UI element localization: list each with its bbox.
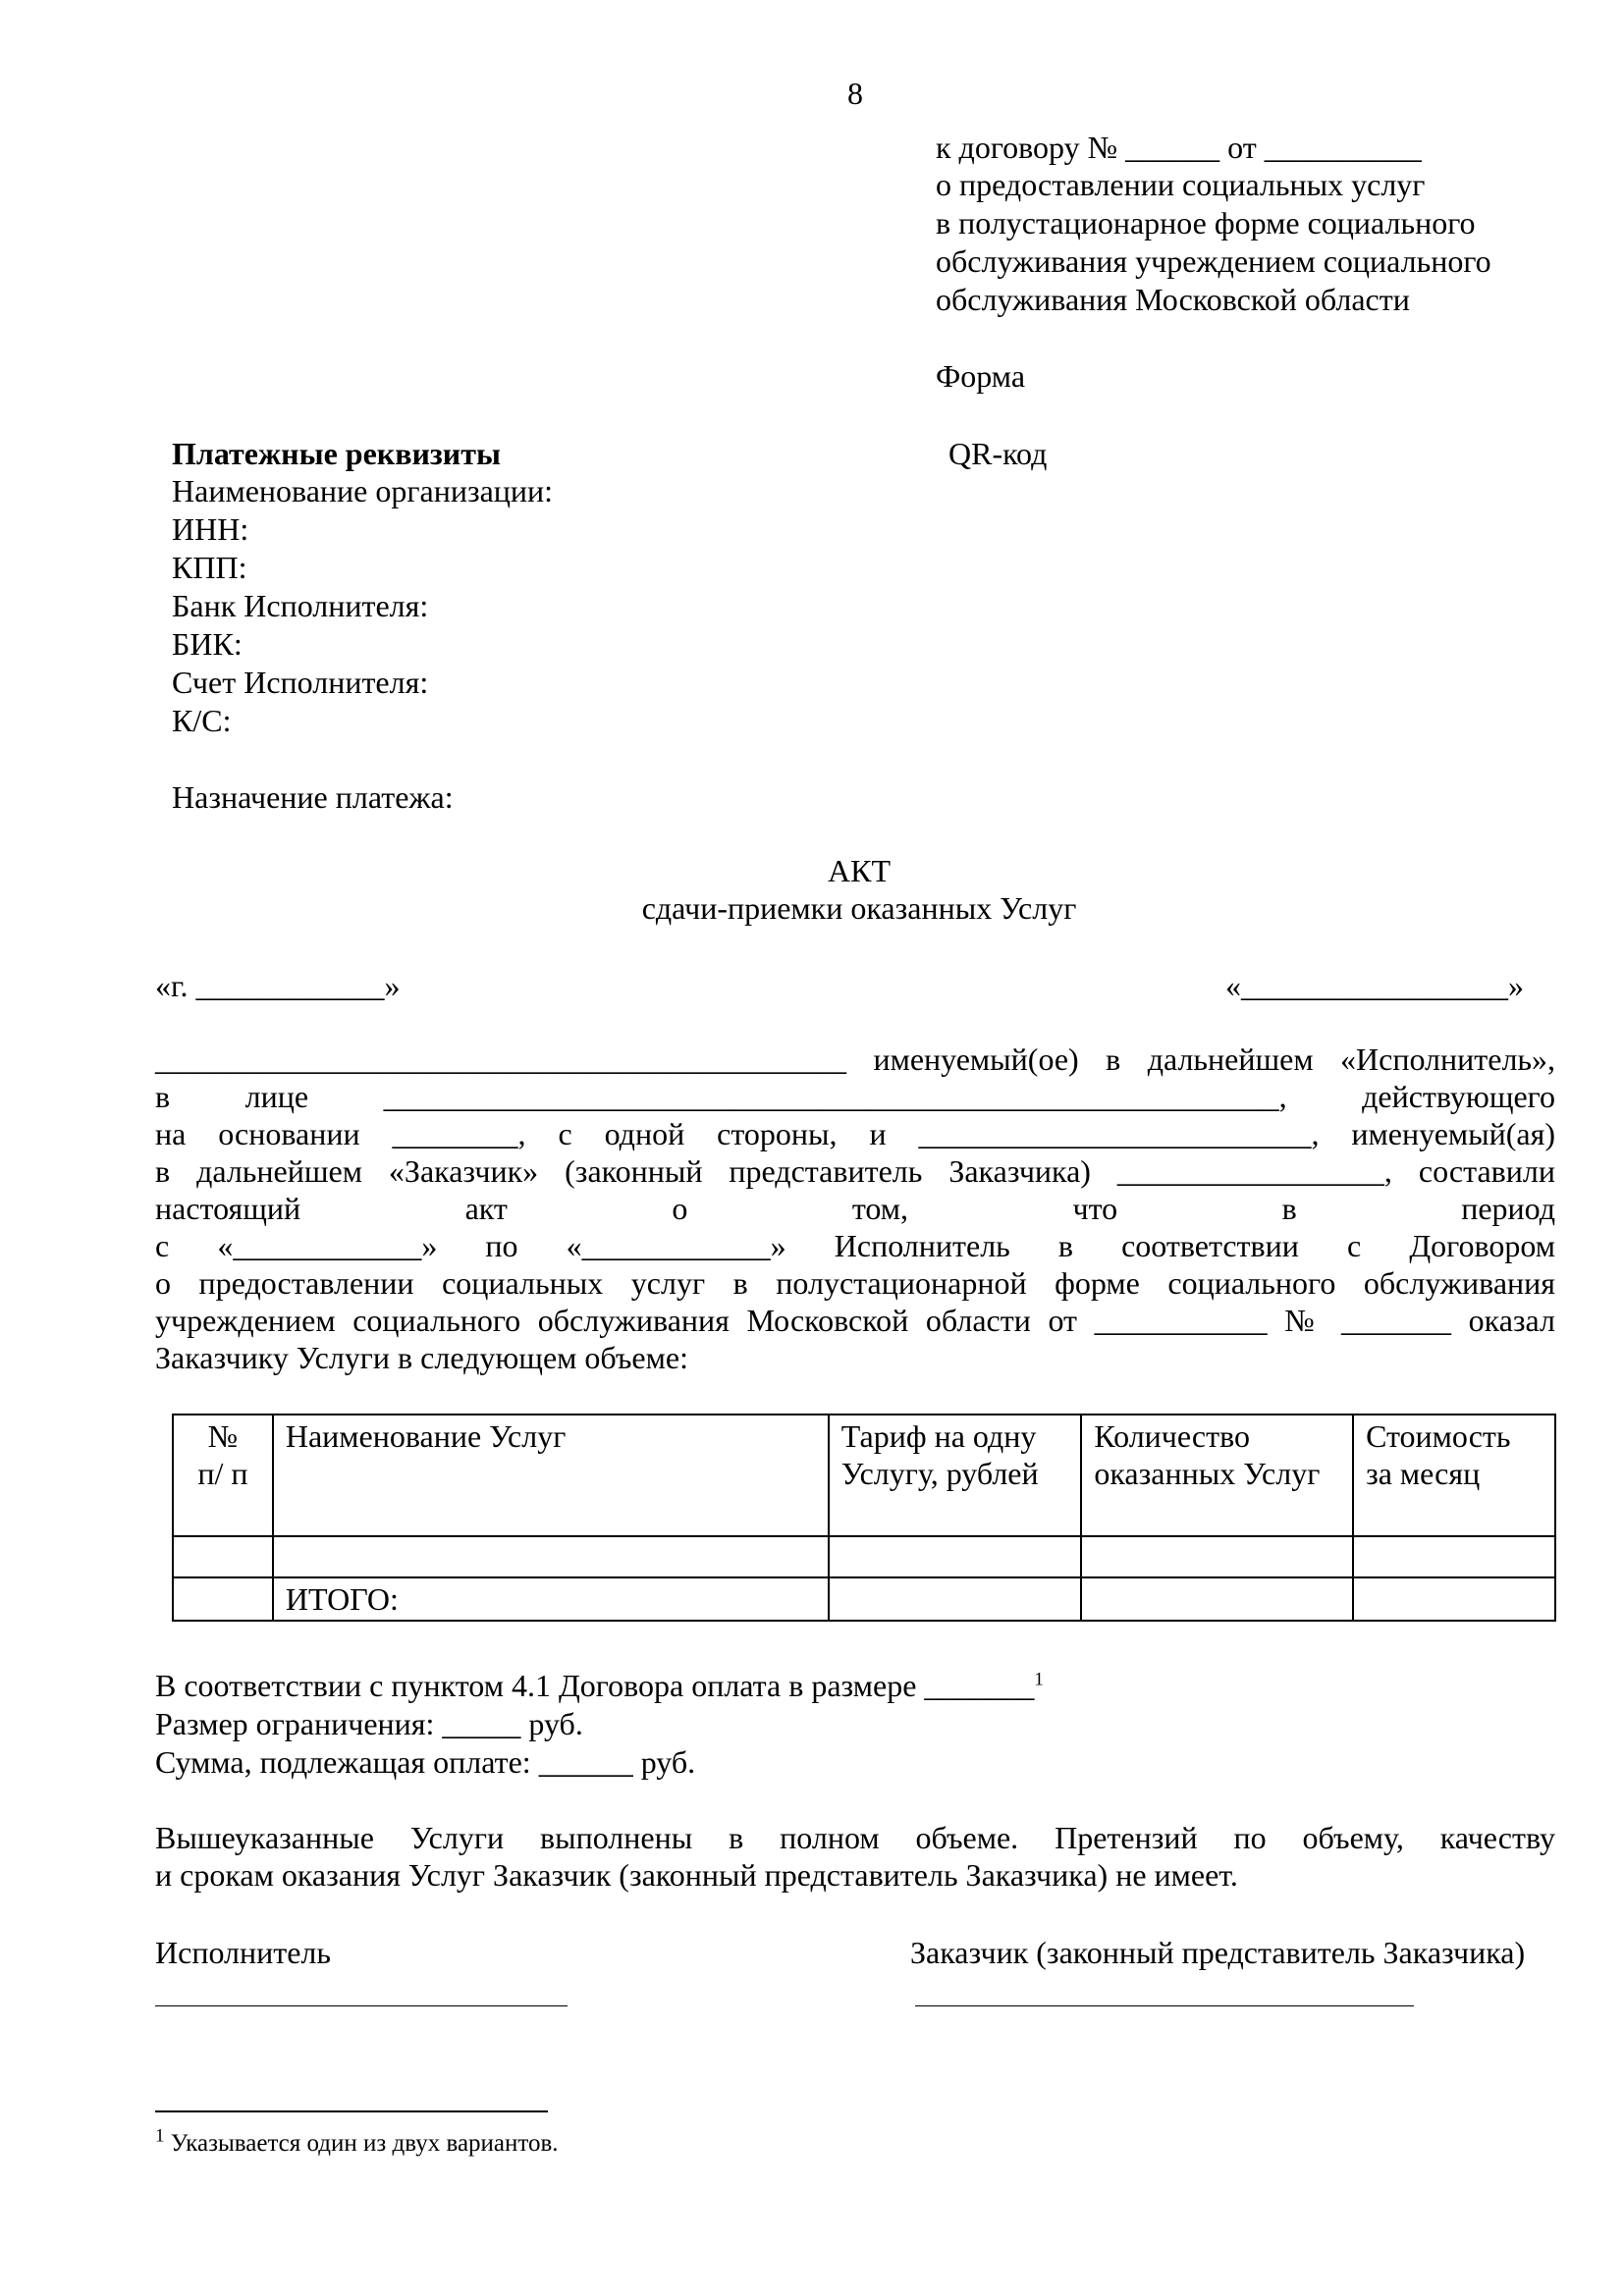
sum-due-line: Сумма, подлежащая оплате: ______ руб.	[155, 1744, 696, 1780]
header-line: обслуживания Московской области	[936, 282, 1410, 317]
conclusion-paragraph	[155, 1819, 1555, 1894]
footnote	[155, 2125, 559, 2158]
header-text: п/ п	[197, 1456, 248, 1491]
table-row	[173, 1536, 1555, 1577]
payment-field: Счет Исполнителя:	[172, 665, 429, 700]
header-text: Количество	[1094, 1418, 1250, 1454]
table-cell	[1353, 1536, 1555, 1577]
header-line: о предоставлении социальных услуг	[936, 167, 1426, 202]
paragraph-line: в лице _________________________________________________________, действующего	[155, 1079, 1555, 1114]
form-label: Форма	[936, 358, 1026, 394]
header-line: к договору № ______ от __________	[936, 130, 1422, 165]
qr-code-label: QR-код	[948, 436, 1048, 471]
limit-line: Размер ограничения: _____ руб.	[155, 1706, 583, 1741]
footnote-ref: 1	[1034, 1669, 1044, 1690]
table-cell	[829, 1536, 1082, 1577]
paragraph-line: в дальнейшем «Заказчик» (законный представитель Заказчика) _________________, составили	[155, 1153, 1555, 1189]
header-text: Наименование Услуг	[285, 1418, 567, 1454]
header-text: за месяц	[1366, 1456, 1481, 1491]
footnote-separator	[155, 2110, 548, 2112]
payment-amount-line	[155, 1667, 1044, 1704]
payment-purpose: Назначение платежа:	[172, 779, 454, 815]
header-text: Услугу, рублей	[840, 1456, 1039, 1491]
header-cell-service-name	[273, 1415, 829, 1536]
paragraph-line: с «____________» по «____________» Исполнитель в соответствии с Договором	[155, 1228, 1555, 1263]
payment-field: Банк Исполнителя:	[172, 588, 429, 623]
services-table	[172, 1414, 1556, 1622]
header-cell-cost	[1353, 1415, 1555, 1536]
act-title: АКТ	[828, 853, 891, 888]
table-total-row	[173, 1577, 1555, 1621]
total-label: ИТОГО:	[273, 1577, 829, 1621]
paragraph-line: Вышеуказанные Услуги выполнены в полном объеме. Претензий по объему, качеству	[155, 1820, 1555, 1855]
table-cell	[1081, 1577, 1353, 1621]
footnote-mark: 1	[155, 2125, 165, 2147]
paragraph-line: о предоставлении социальных услуг в полустационарной форме социального обслуживания	[155, 1265, 1555, 1301]
signature-executor-label: Исполнитель	[155, 1935, 331, 1970]
paragraph-line: настоящий акт о том, что в период	[155, 1191, 1555, 1226]
act-intro-paragraph	[155, 1041, 1555, 1376]
payment-field: ИНН:	[172, 511, 249, 547]
header-cell-number	[173, 1415, 273, 1536]
table-cell	[829, 1577, 1082, 1621]
table-cell	[273, 1536, 829, 1577]
header-text: №	[207, 1418, 239, 1454]
paragraph-line: учреждением социального обслуживания Московской области от ___________ № _______ оказал	[155, 1303, 1555, 1338]
signature-customer-label: Заказчик (законный представитель Заказчика)	[910, 1935, 1526, 1970]
table-cell	[173, 1536, 273, 1577]
header-line: в полустационарное форме социального	[936, 205, 1476, 240]
payment-amount-text: В соответствии с пунктом 4.1 Договора оплата в размере _______	[155, 1668, 1035, 1703]
paragraph-line: и срокам оказания Услуг Заказчик (законный представитель Заказчика) не имеет.	[155, 1857, 1238, 1893]
header-cell-quantity	[1081, 1415, 1353, 1536]
act-date: «_________________»	[1225, 968, 1524, 1003]
payment-field: КПП:	[172, 550, 247, 585]
header-text: Тариф на одну	[840, 1418, 1037, 1454]
header-text: оказанных Услуг	[1094, 1456, 1321, 1491]
header-line: обслуживания учреждением социального	[936, 243, 1491, 279]
page-number: 8	[847, 76, 863, 111]
paragraph-line: Заказчику Услуги в следующем объеме:	[155, 1340, 688, 1375]
payment-field: Наименование организации:	[172, 473, 554, 508]
signature-executor-line	[155, 2005, 568, 2006]
footnote-text: Указывается один из двух вариантов.	[170, 2130, 559, 2157]
signature-customer-line	[915, 2005, 1414, 2006]
payment-field: К/С:	[172, 703, 232, 738]
header-cell-tariff	[829, 1415, 1082, 1536]
paragraph-line: на основании ________, с одной стороны, и _________________________, именуемый(ая)	[155, 1116, 1555, 1151]
paragraph-line: ____________________________________________ именуемый(ое) в дальнейшем «Исполнитель»,	[155, 1041, 1555, 1077]
table-cell	[173, 1577, 273, 1621]
table-cell	[1353, 1577, 1555, 1621]
payment-title: Платежные реквизиты	[172, 436, 501, 471]
payment-field: БИК:	[172, 626, 243, 662]
table-header-row	[173, 1415, 1555, 1536]
act-subtitle: сдачи-приемки оказанных Услуг	[641, 890, 1077, 926]
header-text: Стоимость	[1366, 1418, 1511, 1454]
act-city: «г. ____________»	[155, 968, 401, 1003]
table-cell	[1081, 1536, 1353, 1577]
